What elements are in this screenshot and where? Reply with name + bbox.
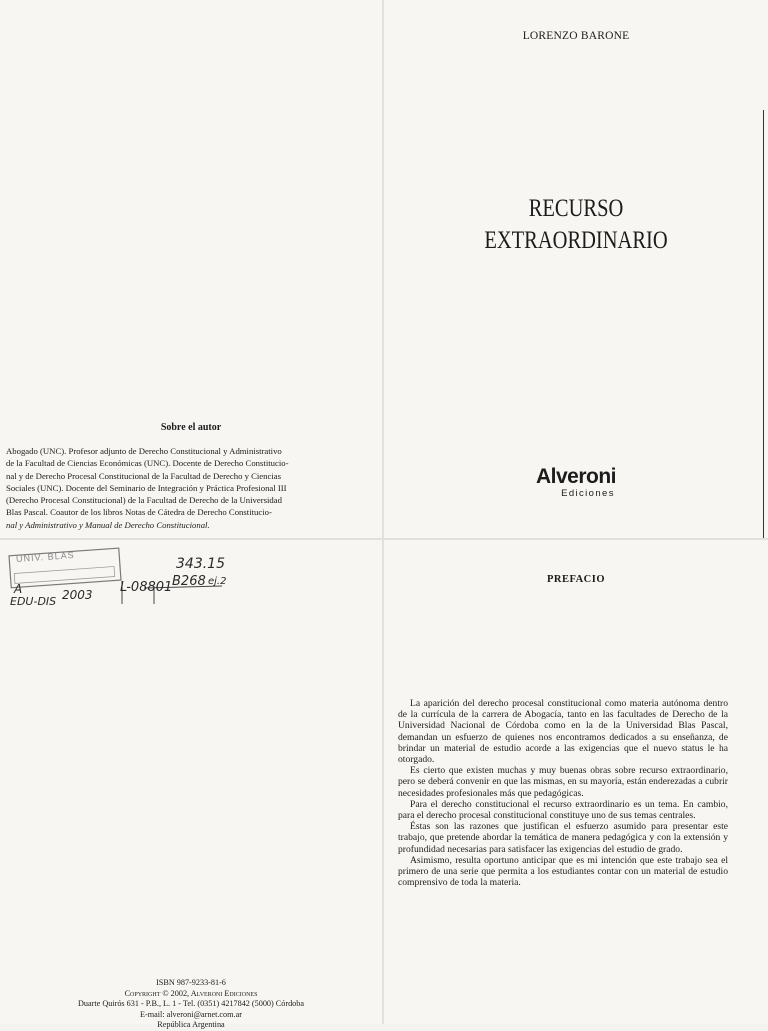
imprint-country: República Argentina [157, 1020, 225, 1029]
preface-paragraph: Es cierto que existen muchas y muy buenas obras sobre recurso extraordinario, pero se deberá convenir en que las mismas, en su mayoría, están enderezadas a cubrir necesidades profesionales más que pedagógicas. [398, 765, 728, 799]
imprint-copyright: Copyright © 2002, Alveroni Ediciones [124, 988, 258, 998]
about-line: Abogado (UNC). Profesor adjunto de Derecho Constitucional y Administrativo [6, 446, 282, 456]
handwritten-mark: L-08801 [120, 580, 173, 595]
publisher-logo [384, 466, 768, 499]
page-gutter-horizontal [0, 538, 768, 540]
page-top-right [384, 0, 768, 538]
handwritten-call-number: 343.15 [176, 556, 225, 572]
handwritten-mark: ej.2 [208, 576, 227, 587]
preface-body [398, 698, 728, 888]
author-name: LORENZO BARONE [522, 30, 630, 42]
handwritten-mark: EDU-DIS [10, 595, 57, 608]
imprint-email: E-mail: alveroni@arnet.com.ar [140, 1009, 242, 1019]
page-bottom-right [384, 540, 768, 1024]
page-top-left [0, 0, 382, 538]
handwritten-mark: A [14, 582, 23, 596]
publisher-name: Alveroni [535, 465, 617, 488]
preface-paragraph: Para el derecho constitucional el recurso extraordinario es un tema. En cambio, para el derecho procesal constitucional constituye uno de sus temas centrales. [398, 798, 728, 822]
stamp-text: UNIV. BLAS [15, 549, 75, 565]
stamp-inner [14, 567, 114, 584]
book-title [419, 193, 734, 257]
about-author-body [6, 445, 336, 531]
imprint-isbn: ISBN 987-9233-81-6 [156, 978, 226, 987]
handwritten-mark: 2003 [62, 588, 93, 602]
book-title-line: EXTRAORDINARIO [484, 227, 668, 254]
imprint-address: Duarte Quirós 631 - P.B., L. 1 - Tel. (0351) 4217842 (5000) Córdoba [78, 999, 304, 1008]
about-line: (Derecho Procesal Constitucional) de la Facultad de Derecho de la Universidad [6, 495, 282, 506]
preface-heading: PREFACIO [546, 574, 606, 585]
page-bottom-left [0, 540, 382, 1029]
book-title-line: RECURSO [528, 195, 624, 222]
about-line: Blas Pascal. Coautor de los libros Notas de Cátedra de Derecho Constitucio- [6, 507, 272, 518]
about-line: Sociales (UNC). Docente del Seminario de Integración y Práctica Profesional III [6, 482, 287, 493]
about-line: de la Facultad de Ciencias Económicas (UNC). Docente de Derecho Constitucio- [6, 458, 289, 469]
page-gutter-vertical [382, 0, 384, 1024]
about-line: nal y de Derecho Procesal Constitucional de la Facultad de Derecho y Ciencias [6, 470, 282, 481]
about-author-heading: Sobre el autor [160, 422, 222, 433]
imprint [0, 978, 382, 1031]
preface-paragraph: La aparición del derecho procesal constitucional como materia autónoma dentro de la currícula de la carrera de Abogacía, tanto en las facultades de Derecho de la Universidad Nacional de Córdoba como en la de la Universidad Blas Pascal, demandan un esfuerzo de quienes nos encontramos dedicados a su enseñanza, de brindar un material de estudio acorde a las exigencias que el nuevo status le ha otorgado. [398, 698, 728, 766]
preface-paragraph: Éstas son las razones que justifican el esfuerzo asumido para presentar este trabajo, que pretende abordar la temática de manera pedagógica y con la extensión y profundidad necesarias para satisfacer las exigencias del estudio de grado. [398, 821, 728, 855]
publisher-sub: Ediciones [561, 488, 615, 499]
handwritten-mark: B268 [172, 574, 206, 589]
page-edge-line [763, 110, 764, 538]
preface-paragraph: Asimismo, resulta oportuno anticipar que es mi intención que este trabajo sea el primero de una serie que permita a los estudiantes contar con un material de estudio comprensivo de toda la materia. [398, 854, 728, 889]
about-line: nal y Administrativo y Manual de Derecho Constitucional. [6, 519, 210, 530]
